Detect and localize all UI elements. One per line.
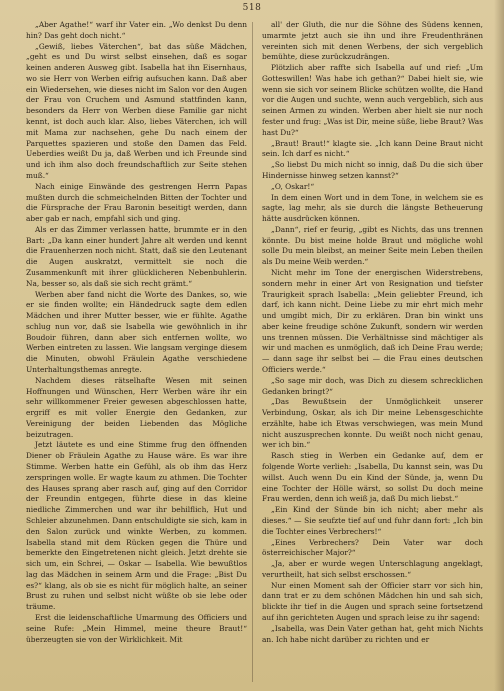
paragraph: Nur einen Moment sah der Officier starr vor sich hin, dann trat er zu dem schönen Mädchen hin und sah sich, blickte ihr tief in die Augen und sprach seine fortsetzend auf ihn gerichteten Augen und sprach leise zu ihr sagend:	[262, 580, 483, 622]
paragraph: all' der Gluth, die nur die Söhne des Südens kennen, umarmte jetzt auch sie ihn und ihre Freudenthränen vereinten sich mit denen Werbens, der sich vergeblich bemühte, diese zurückzudrängen.	[262, 20, 483, 62]
paragraph: „So liebst Du mich nicht so innig, daß Du die sich über Hindernisse hinweg setzen kannst?“	[262, 160, 483, 180]
paragraph: Als er das Zimmer verlassen hatte, brummte er in den Bart: „Da kann einer hundert Jahre alt werden und kennt die Frauenherzen noch nicht. Statt, daß sie den Leutenant die Augen auskratzt, vermittelt sie noch die Zusammenkunft mit ihrer glücklicheren Nebenbuhlerin. Na, besser so, als daß sie sich recht grämt.“	[26, 224, 247, 288]
paragraph: In dem einen Wort und in dem Tone, in welchem sie es sagte, lag mehr, als sie durch die längste Betheuerung hätte ausdrücken können.	[262, 192, 483, 224]
paragraph: Jetzt läutete es und eine Stimme frug den öffnenden Diener ob Fräulein Agathe zu Hause wäre. Es war ihre Stimme. Werben hatte ein Gefühl, als ob ihm das Herz zerspringen wolle. Er wagte kaum zu athmen. Die Tochter des Hauses sprang aber rasch auf, ging auf den Corridor der Freundin entgegen, führte diese in das kleine niedliche Zimmerchen und war ihr behilflich, Hut und Schleier abzunehmen. Dann entschuldigte sie sich, kam in den Salon zurück und winkte Werben, zu kommen. Isabella stand mit dem Rücken gegen die Thüre und bemerkte den Eingetretenen nicht gleich. Jetzt drehte sie sich um, ein Schrei, — Oskar — Isabella. Wie bewußtlos lag das Mädchen in seinem Arm und die Frage: „Bist Du es?“ klang, als ob sie es nicht für möglich halte, an seiner Brust zu ruhen und selbst nicht wüßte ob sie lebe oder träume.	[26, 440, 247, 612]
right-text-column	[262, 20, 483, 684]
paragraph: „Dann“, rief er feurig, „gibt es Nichts, das uns trennen könnte. Du bist meine holde Braut und mögliche wohl solle Du mein bleibst, an meiner Seite mein Leben theilen als Du meine Weib werden.“	[262, 224, 483, 267]
page-edge-shadow	[494, 0, 504, 691]
paragraph: „O, Oskar!“	[271, 181, 315, 191]
paragraph: „Aber Agathe!“ warf ihr Vater ein. „Wo denkst Du denn hin? Das geht doch nicht.“	[26, 20, 247, 40]
paragraph: „Gewiß, liebes Väterchen“, bat das süße Mädchen, „geht es und Du wirst selbst einsehen, daß es sogar keinen anderen Ausweg gibt. Isabella hat ihn Eisernhaus, wo sie Herr von Werben eifrig aufsuchen kann. Daß aber ein Wiedersehen, wie dieses nicht im Salon vor den Augen der Frau von Cruchem und Asmund stattfinden kann, besonders da Herr von Werben diese Familie gar nicht kennt, ist doch auch klar. Also, liebes Väterchen, ich will mit Mama zur nachsehen, gehe Du nach einem der Parquettes spazieren und stoße den Damen das Feld. Ueberdies weißt Du ja, daß Werben und ich Freunde sind und ich ihm also doch freundschaftlich zur Seite stehen muß.“	[26, 41, 247, 180]
paragraph: Nach einige Einwände des gestrengen Herrn Papas mußten durch die schmeichelnden Bitten der Tochter und die Fürsprache der Frau Baronin beseitigt werden, dann aber gab er nach, empfahl sich und ging.	[26, 181, 247, 224]
paragraph: Plötzlich aber raffte sich Isabella auf und rief: „Um Gotteswillen! Was habe ich gethan?“ Dabei hielt sie, wie wenn sie sich vor seinem Blicke schützen wollte, die Hand vor die Augen und suchte, wenn auch vergeblich, sich aus seinen Armen zu winden. Werben aber hielt sie nur noch fester und frug: „Was ist Dir, meine süße, liebe Braut? Was hast Du?“	[262, 63, 483, 137]
column-divider	[252, 22, 253, 682]
paragraph: „Eines Verbrechers? Dein Vater war doch österreichischer Major?“	[262, 537, 483, 558]
paragraph: Erst die leidenschaftliche Umarmung des Officiers und seine Rufe: „Mein Himmel, meine theure Braut!“ überzeugten sie von der Wirklichkeit. Mit	[26, 612, 247, 644]
paragraph: „Das Bewußtsein der Unmöglichkeit unserer Verbindung, Oskar, als ich Dir meine Lebensgeschichte erzählte, habe ich Etwas verschwiegen, was mein Mund nicht auszusprechen konnte. Du weißt noch nicht genau, wer ich bin.“	[262, 397, 483, 450]
paragraph: „Braut! Braut!“ klagte sie. „Ich kann Deine Braut nicht sein. Ich darf es nicht.“	[262, 138, 483, 159]
paragraph: „Isabella, was Dein Vater gethan hat, geht mich Nichts an. Ich habe nicht darüber zu richten und er	[262, 623, 483, 644]
paragraph: „Ja, aber er wurde wegen Unterschlagung angeklagt, verurtheilt, hat sich selbst erschossen.“	[262, 559, 483, 579]
paragraph: Nicht mehr im Tone der energischen Widerstrebens, sondern mehr in einer Art von Resignation und tiefster Traurigkeit sprach Isabella: „Mein geliebter Freund, ich darf, ich kann nicht. Deine Liebe zu mir ehrt mich mehr und umgibt mich, Dir zu erklären. Dran bin winkt uns aber keine freudige schöne Zukunft, sondern wir werden uns trennen müssen. Die Verhältnisse sind mächtiger als wir und machen es unmöglich, daß ich Deine Frau werde; — dann sage ihr selbst bei — die Frau eines deutschen Officiers werde.“	[262, 267, 483, 374]
page-number: 518	[242, 3, 262, 13]
paragraph: „So sage mir doch, was Dich zu diesem schrecklichen Gedanken bringt?“	[262, 375, 483, 396]
paragraph: Werben aber fand nicht die Worte des Dankes, so, wie er sie finden wollte; ein Händedruck sagte dem edlen Mädchen und ihrer Mutter besser, wie er fühlte. Agathe schlug nun vor, daß sie Isabella wie gewöhnlich in ihr Boudoir führen, dann aber sich entfernen wollte, wo Werben eintreten zu lassen. Wie langsam verginge diesem die Minuten, obwohl Fräulein Agathe verschiedene Unterhaltungsthemas anregte.	[26, 289, 247, 374]
paragraph: Rasch stieg in Werben ein Gedanke auf, dem er folgende Worte verlieh: „Isabella, Du kannst sein, was Du willst. Auch wenn Du ein Kind der Sünde, ja, wenn Du eine Tochter der Hölle wärst, so sollst Du doch meine Frau werden, denn ich weiß ja, daß Du mich liebst.“	[262, 451, 483, 504]
left-text-column	[26, 20, 247, 684]
paragraph: „Ein Kind der Sünde bin ich nicht; aber mehr als dieses.“ — Sie seufzte tief auf und fuhr dann fort: „Ich bin die Tochter eines Verbrechers!“	[262, 505, 483, 536]
paragraph: Nachdem dieses rätselhafte Wesen mit seinen Hoffnungen und Wünschen, Herr Werben wäre ihr ein sehr willkommener Freier gewesen abgeschlossen hatte, ergriff es mit voller Energie den Gedanken, zur Vereinigung der beiden Liebenden das Mögliche beizutragen.	[26, 375, 247, 439]
